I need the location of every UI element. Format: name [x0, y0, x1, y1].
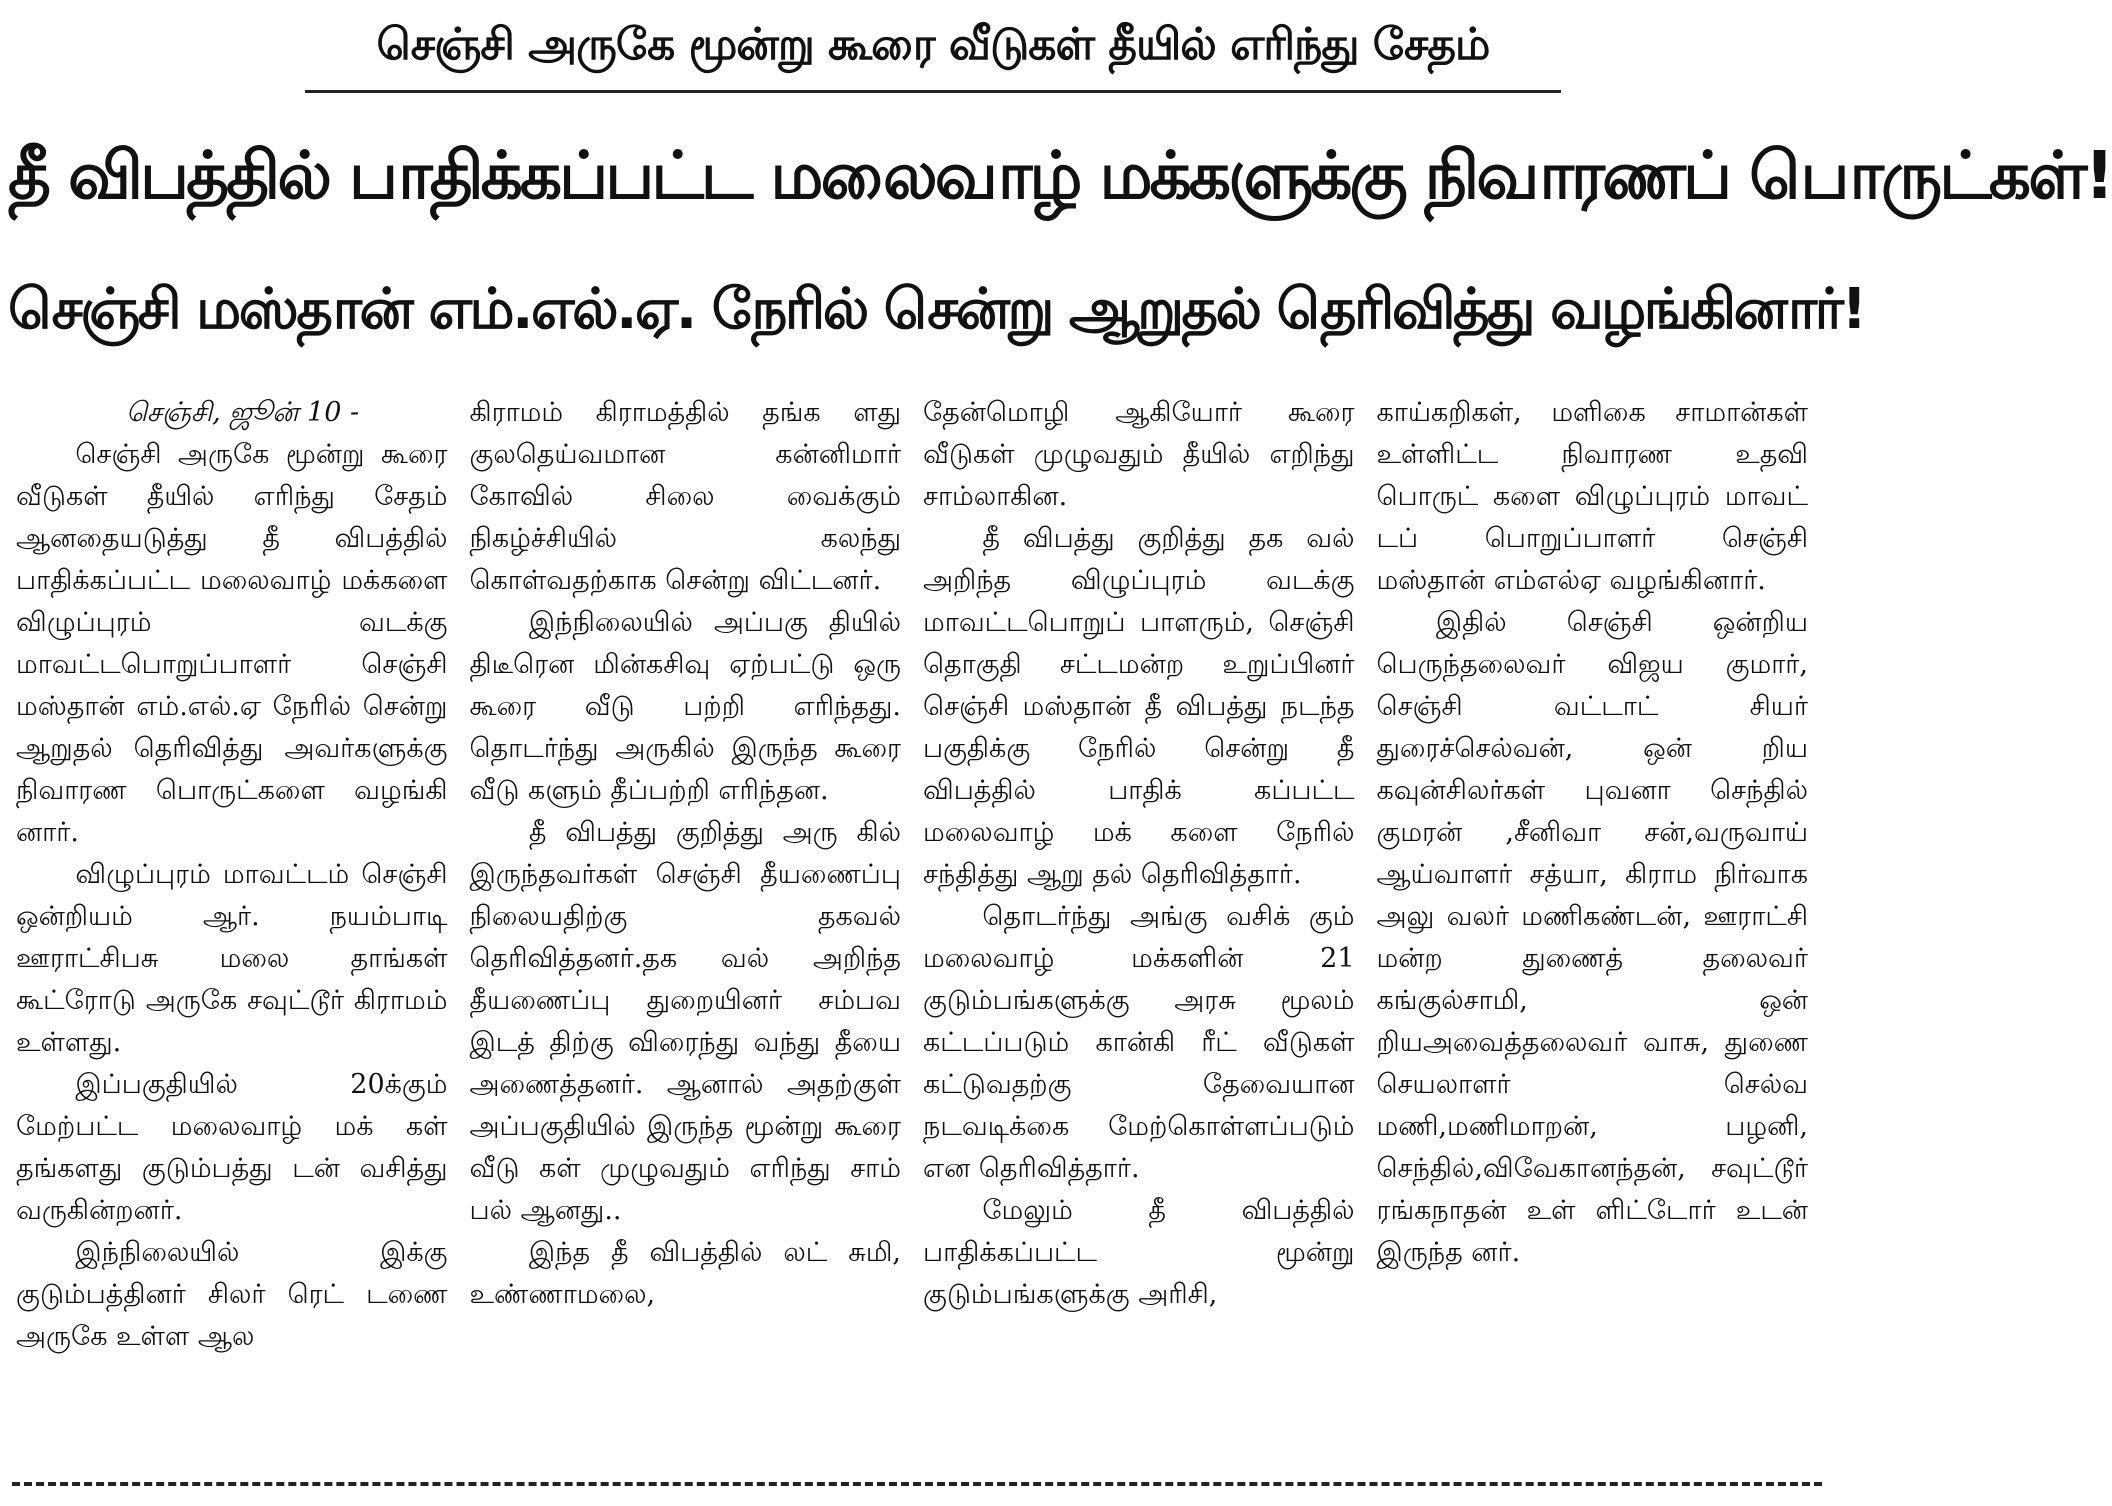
- article-column-4: [1371, 392, 1825, 1452]
- kicker-headline: செஞ்சி அருகே மூன்று கூரை வீடுகள் தீயில் எரிந்து சேதம்: [305, 2, 1561, 93]
- article-column-3: [917, 392, 1371, 1452]
- paragraph: மேலும் தீ விபத்தில் பாதிக்கப்பட்ட மூன்று குடும்பங்களுக்கு அரிசி,: [923, 1195, 1355, 1310]
- dateline: செஞ்சி, ஜூன் 10 -: [126, 397, 360, 428]
- paragraph: காய்கறிகள், மளிகை சாமான்கள் உள்ளிட்ட நிவாரண உதவி பொருட் களை விழுப்புரம் மாவட் டப் பொறுப்பாளர் செஞ்சி மஸ்தான் எம்எல்ஏ வழங்கினார்.: [1376, 397, 1808, 596]
- paragraph: விழுப்புரம் மாவட்டம் செஞ்சி ஒன்றியம் ஆர். நயம்பாடி ஊராட்சிபசு மலை தாங்கள் கூட்ரோடு அருகே சவுட்டூர் கிராமம் உள்ளது.: [16, 859, 448, 1058]
- paragraph: செஞ்சி அருகே மூன்று கூரை வீடுகள் தீயில் எரிந்து சேதம் ஆனதையடுத்து தீ விபத்தில் பாதிக்கப்பட்ட மலைவாழ் மக்களை விழுப்புரம் வடக்கு மாவட்டபொறுப்பாளர் செஞ்சி மஸ்தான் எம்.எல்.ஏ நேரில் சென்று ஆறுதல் தெரிவித்து அவர்களுக்கு நிவாரண பொருட்களை வழங்கி னார்.: [16, 439, 448, 848]
- paragraph: தேன்மொழி ஆகியோர் கூரை வீடுகள் முழுவதும் தீயில் எறிந்து சாம்லாகின.: [923, 397, 1355, 512]
- paragraph: இப்பகுதியில் 20க்கும் மேற்பட்ட மலைவாழ் மக் கள் தங்களது குடும்பத்து டன் வசித்து வருகின்றனர்.: [16, 1069, 448, 1226]
- paragraph: இதில் செஞ்சி ஒன்றிய பெருந்தலைவர் விஜய குமார், செஞ்சி வட்டாட் சியர் துரைச்செல்வன், ஒன் றிய கவுன்சிலர்கள் புவனா செந்தில் குமரன் ,சீனிவா சன்,வருவாய் ஆய்வாளர் சத்யா, கிராம நிர்வாக அலு வலர் மணிகண்டன், ஊராட்சி மன்ற துணைத் தலைவர் கங்குல்சாமி, ஒன் றியஅவைத்தலைவர் வாசு, துணை செயலாளர் செல்வ மணி,மணிமாறன், பழனி, செந்தில்,விவேகானந்தன், சவுட்டூர் ரங்கநாதன் உள் ளிட்டோர் உடன் இருந்த னர்.: [1376, 607, 1808, 1268]
- article-column-1: [10, 392, 464, 1452]
- paragraph: இந்நிலையில் இக்கு குடும்பத்தினர் சிலர் ரெட் டணை அருகே உள்ள ஆல: [16, 1237, 448, 1352]
- paragraph: தீ விபத்து குறித்து அரு கில் இருந்தவர்கள் செஞ்சி தீயணைப்பு நிலையதிற்கு தகவல் தெரிவித்தனர்.தக வல் அறிந்த தீயணைப்பு துறையினர் சம்பவ இடத் திற்கு விரைந்து வந்து தீயை அணைத்தனர். ஆனால் அதற்குள் அப்பகுதியில் இருந்த மூன்று கூரை வீடு கள் முழுவதும் எரிந்து சாம் பல் ஆனது..: [469, 817, 901, 1226]
- article-body: [10, 392, 1824, 1452]
- article-column-2: [464, 392, 918, 1452]
- paragraph: இந்த தீ விபத்தில் லட் சுமி, உண்ணாமலை,: [469, 1237, 901, 1310]
- sub-headline: செஞ்சி மஸ்தான் எம்.எல்.ஏ. நேரில் சென்று ஆறுதல் தெரிவித்து வழங்கினார்!: [8, 277, 1865, 342]
- paragraph: தொடர்ந்து அங்கு வசிக் கும் மலைவாழ் மக்களின் 21 குடும்பங்களுக்கு அரசு மூலம் கட்டப்படும் கான்கி ரீட் வீடுகள் கட்டுவதற்கு தேவையான நடவடிக்கை மேற்கொள்ளப்படும் என தெரிவித்தார்.: [923, 901, 1355, 1184]
- paragraph: இந்நிலையில் அப்பகு தியில் திடீரென மின்கசிவு ஏற்பட்டு ஒரு கூரை வீடு பற்றி எரிந்தது. தொடர்ந்து அருகில் இருந்த கூரை வீடு களும் தீப்பற்றி எரிந்தன.: [469, 607, 901, 806]
- dashed-divider: [12, 1482, 1822, 1486]
- paragraph: தீ விபத்து குறித்து தக வல் அறிந்த விழுப்புரம் வடக்கு மாவட்டபொறுப் பாளரும், செஞ்சி தொகுதி சட்டமன்ற உறுப்பினர் செஞ்சி மஸ்தான் தீ விபத்து நடந்த பகுதிக்கு நேரில் சென்று தீ விபத்தில் பாதிக் கப்பட்ட மலைவாழ் மக் களை நேரில் சந்தித்து ஆறு தல் தெரிவித்தார்.: [923, 523, 1355, 890]
- main-headline: தீ விபத்தில் பாதிக்கப்பட்ட மலைவாழ் மக்களுக்கு நிவாரணப் பொருட்கள்!: [8, 137, 2112, 214]
- paragraph: கிராமம் கிராமத்தில் தங்க ளது குலதெய்வமான கன்னிமார் கோவில் சிலை வைக்கும் நிகழ்ச்சியில் கலந்து கொள்வதற்காக சென்று விட்டனர்.: [469, 397, 901, 596]
